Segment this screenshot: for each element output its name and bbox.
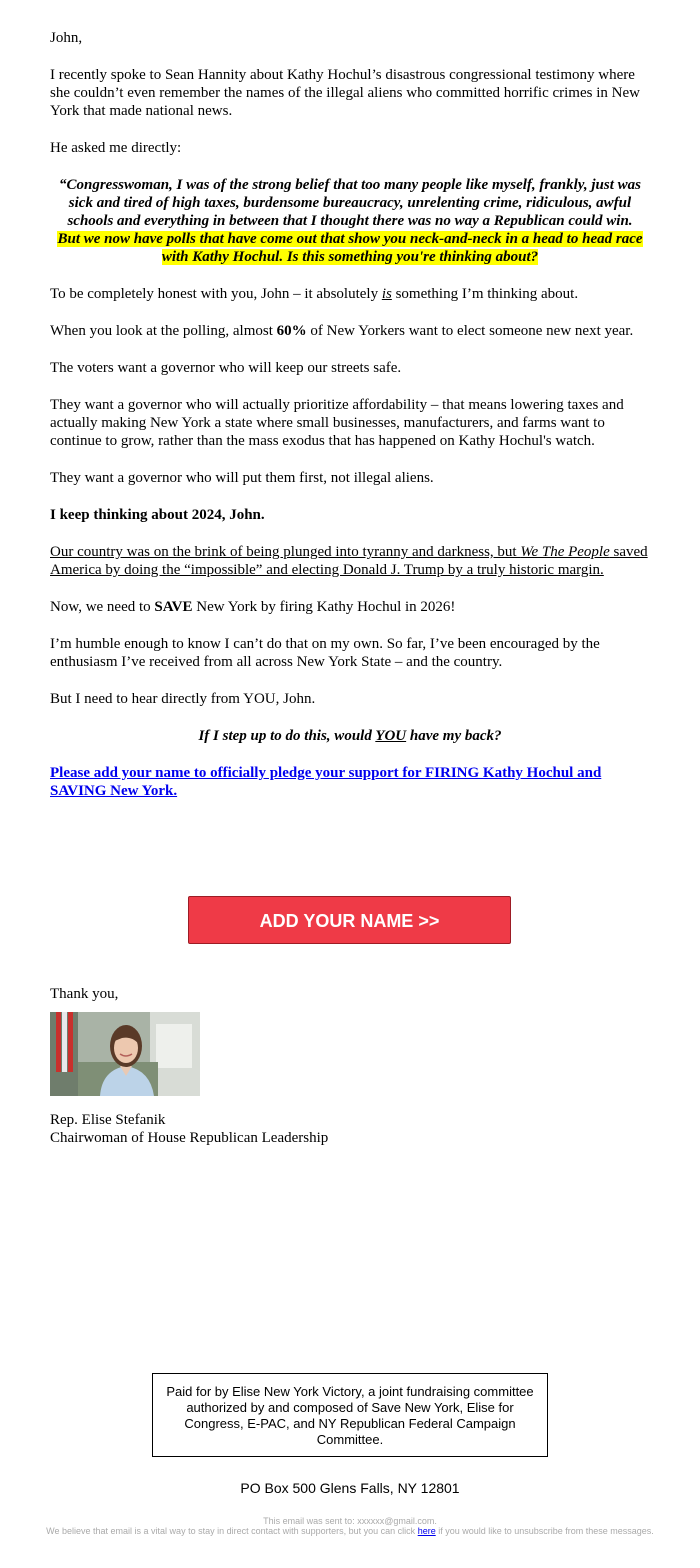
paragraph-country-end: saved America by doing the “impossible” and electing Donald J. Trump by a truly historic margin. [50, 544, 648, 578]
thank-you: Thank you, [50, 986, 119, 1002]
paragraph-polling-start: When you look at the polling, almost [50, 323, 277, 339]
paragraph-polling [50, 322, 650, 340]
ask-question [50, 727, 650, 745]
paragraph-honest-end: something I’m thinking about. [391, 286, 579, 302]
paragraph-save-end: New York by firing Kathy Hochul in 2026! [192, 599, 456, 615]
we-the-people: We The People [520, 544, 610, 560]
paragraph-humble: I’m humble enough to know I can’t do that on my own. So far, I’ve been encouraged by the enthusiasm I’ve received from all across New York State – and the country. [50, 636, 600, 670]
paragraph-country [50, 543, 650, 579]
signer-name: Rep. Elise Stefanik [50, 1112, 166, 1128]
paragraph-2024 [50, 506, 650, 524]
paragraph-first: They want a governor who will put them first, not illegal aliens. [50, 470, 434, 486]
paragraph-safe-streets: The voters want a governor who will keep our streets safe. [50, 360, 402, 376]
hannity-quote [50, 176, 650, 266]
paragraph-polling-end: of New Yorkers want to elect someone new next year. [306, 323, 634, 339]
ask-end: have my back? [406, 728, 502, 744]
portrait-image [50, 1012, 200, 1096]
quote-highlight: But we now have polls that have come out that show you neck-and-neck in a head to head race with Kathy Hochul. Is this something you're thinking about? [57, 231, 643, 265]
paragraph-hannity: I recently spoke to Sean Hannity about Kathy Hochul’s disastrous congressional testimony where she couldn’t even remember the names of the illegal aliens who committed horrific crimes in New York that made national news. [50, 67, 640, 119]
pledge-paragraph [50, 764, 650, 800]
paragraph-save-ny [50, 598, 650, 616]
unsubscribe-text-end: if you would like to unsubscribe from these messages. [435, 1526, 654, 1536]
pledge-link[interactable]: Please add your name to officially pledge your support for FIRING Kathy Hochul and SAVING New York. [50, 765, 602, 799]
email-body [50, 29, 650, 800]
save-emphasis: SAVE [154, 599, 193, 615]
polling-percent: 60% [276, 323, 307, 339]
signer-title: Chairwoman of House Republican Leadership [50, 1130, 329, 1146]
paragraph-hear-from-you: But I need to hear directly from YOU, John. [50, 691, 316, 707]
mailing-address: PO Box 500 Glens Falls, NY 12801 [240, 1480, 460, 1496]
paid-for-disclaimer: Paid for by Elise New York Victory, a joint fundraising committee authorized by and composed of Save New York, Elise for Congress, E-PAC, and NY Republican Federal Campaign Committee. [152, 1373, 548, 1457]
sent-to-line: This email was sent to: xxxxxx@gmail.com. [263, 1516, 437, 1526]
quote-part-1: “Congresswoman, I was of the strong belief that too many people like myself, frankly, just was sick and tired of high taxes, burdensome bureaucracy, unrelenting crime, ridiculous, awful schools and everything in between that I thought there was no way a Republican could win. [59, 177, 641, 229]
signature-block [50, 1111, 328, 1147]
greeting: John, [50, 30, 83, 46]
unsubscribe-link[interactable]: here [417, 1526, 436, 1536]
signer-photo [50, 1012, 200, 1096]
ask-start: If I step up to do this, would [198, 728, 376, 744]
paragraph-country-start: Our country was on the brink of being plunged into tyranny and darkness, but [50, 544, 521, 560]
paragraph-asked: He asked me directly: [50, 140, 182, 156]
paragraph-affordability: They want a governor who will actually prioritize affordability – that means lowering taxes and actually making New York a state where small businesses, manufacturers, and farms want to continue to grow, rather than the mass exodus that has happened on Kathy Hochul's watch. [50, 397, 624, 449]
paragraph-save-start: Now, we need to [50, 599, 155, 615]
add-your-name-button[interactable]: ADD YOUR NAME >> [188, 896, 511, 944]
email-footer [40, 1516, 660, 1536]
emphasis-is: is [381, 286, 392, 302]
ask-you: YOU [375, 728, 407, 744]
unsubscribe-line [40, 1526, 660, 1536]
paragraph-2024-text: I keep thinking about 2024, John. [50, 507, 265, 523]
paragraph-honest [50, 285, 650, 303]
unsubscribe-text-start: We believe that email is a vital way to stay in direct contact with supporters, but you can click [46, 1526, 418, 1536]
paragraph-honest-start: To be completely honest with you, John – it absolutely [50, 286, 382, 302]
